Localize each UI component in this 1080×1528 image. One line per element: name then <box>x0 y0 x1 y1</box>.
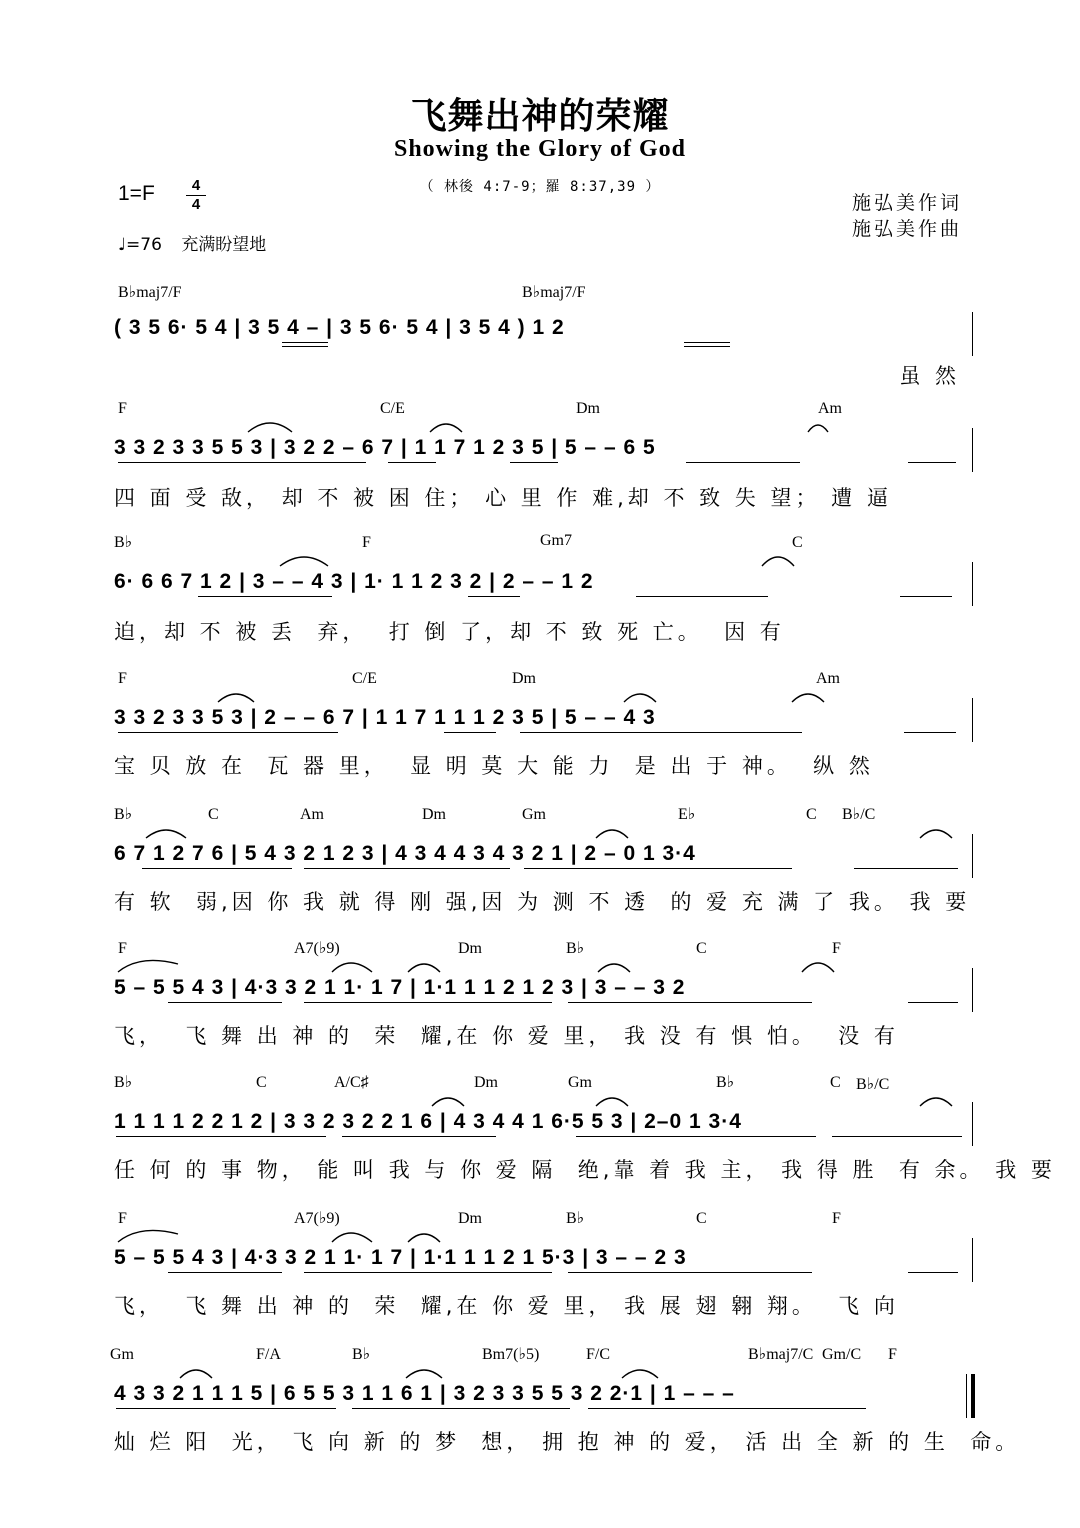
rhythm-underline <box>352 1408 570 1409</box>
rhythm-underline <box>304 868 510 869</box>
rhythm-underline <box>588 1408 866 1409</box>
lyrics-line: 飞， 飞 舞 出 神 的 荣 耀,在 你 爱 里， 我 没 有 惧 怕。 没 有 <box>114 1024 899 1048</box>
slur <box>332 963 372 972</box>
slur <box>280 557 328 566</box>
chord-symbol: Dm <box>474 1074 498 1091</box>
rhythm-underline <box>118 732 338 733</box>
chord-symbol: F <box>888 1346 897 1363</box>
lyrics-line: 四 面 受 敌， 却 不 被 困 住； 心 里 作 难,却 不 致 失 望； 遭 逼 <box>114 486 892 510</box>
chord-symbol: F/A <box>256 1346 281 1363</box>
lyrics-line: 迫，却 不 被 丢 弃， 打 倒 了，却 不 致 死 亡。 因 有 <box>114 620 785 644</box>
chord-symbol: F/C <box>586 1346 611 1363</box>
rhythm-underline <box>900 596 952 597</box>
song-title: 飞舞出神的荣耀 <box>410 96 670 137</box>
notation-line: 3 3 2 3 3 5 3 | 2 – – 6 7 | 1 1 7 1 1 1 2 3 5 | 5 – – 4 3 <box>114 706 656 729</box>
chord-symbol: C <box>256 1074 267 1091</box>
rhythm-underline <box>168 1272 282 1273</box>
slur <box>624 694 656 702</box>
system-end-barline <box>972 698 973 742</box>
chord-symbol: C <box>792 534 803 551</box>
chord-symbol: B♭/C <box>856 1076 890 1093</box>
slur <box>432 1098 464 1106</box>
chord-symbol: B♭ <box>566 1210 585 1227</box>
rhythm-underline <box>168 1002 282 1003</box>
rhythm-underline <box>908 462 956 463</box>
key-signature: 1=F <box>118 182 155 205</box>
chord-symbol: C <box>806 806 817 823</box>
rhythm-underline <box>304 1002 552 1003</box>
chord-symbol: C/E <box>352 670 377 687</box>
chord-symbol: C <box>696 1210 707 1227</box>
rhythm-underline <box>282 342 328 343</box>
chord-symbol: Gm <box>110 1346 134 1363</box>
rhythm-underline <box>444 732 496 733</box>
notation-line: 6· 6 6 7 1 2 | 3 – – 4 3 | 1· 1 1 2 3 2 | 2 – – 1 2 <box>114 570 594 593</box>
lyrics-line: 宝 贝 放 在 瓦 器 里， 显 明 莫 大 能 力 是 出 于 神。 纵 然 <box>114 754 874 778</box>
chord-symbol: B♭ <box>114 534 133 551</box>
slur <box>598 964 630 972</box>
notation-line: 5 – 5 5 4 3 | 4·3 3 2 1 1· 1 7 | 1·1 1 1 2 1 2 3 | 3 – – 3 2 <box>114 976 686 999</box>
chord-symbol: C <box>696 940 707 957</box>
lyrics-line: 有 软 弱,因 你 我 就 得 刚 强,因 为 测 不 透 的 爱 充 满 了 我。 我 要 <box>114 890 971 914</box>
chord-symbol: F <box>832 1210 841 1227</box>
chord-symbol: Dm <box>512 670 536 687</box>
rhythm-underline <box>468 596 520 597</box>
rhythm-underline <box>684 346 730 347</box>
chord-symbol: F <box>118 1210 127 1227</box>
slur <box>762 557 794 566</box>
rhythm-underline <box>282 346 328 347</box>
chord-symbol: Gm <box>522 806 546 823</box>
chord-symbol: B♭ <box>114 806 133 823</box>
chord-symbol: C <box>208 806 219 823</box>
chord-symbol: F <box>118 670 127 687</box>
slur <box>808 425 828 432</box>
chord-symbol: Gm7 <box>540 532 572 549</box>
rhythm-underline <box>520 732 802 733</box>
time-denominator: 4 <box>191 196 201 213</box>
final-barline-thick <box>971 1374 975 1418</box>
rhythm-underline <box>524 868 792 869</box>
chord-symbol: Dm <box>422 806 446 823</box>
rhythm-underline <box>854 868 958 869</box>
chord-symbol: B♭ <box>566 940 585 957</box>
slur <box>146 830 186 838</box>
chord-symbol: C <box>830 1074 841 1091</box>
chord-symbol: A/C♯ <box>334 1074 369 1091</box>
rhythm-underline <box>304 1272 552 1273</box>
scripture-reference: （ 林後 4:7-9；羅 8:37,39 ） <box>419 179 661 195</box>
notation-line: 1 1 1 1 2 2 1 2 | 3 3 2 3 2 2 1 6 | 4 3 4 4 1 6·5 5 3 | 2–0 1 3·4 <box>114 1110 742 1133</box>
system-end-barline <box>972 312 973 356</box>
rhythm-underline <box>116 1408 336 1409</box>
time-signature <box>186 178 206 213</box>
lyrics-line: 飞， 飞 舞 出 神 的 荣 耀,在 你 爱 里， 我 展 翅 翱 翔。 飞 向 <box>114 1294 899 1318</box>
slur <box>920 830 952 838</box>
slur <box>622 1370 658 1378</box>
lyricist-credit: 施弘美作词 <box>852 192 963 214</box>
rhythm-underline <box>832 1136 962 1137</box>
rhythm-underline <box>568 1272 812 1273</box>
chord-symbol: A7(♭9) <box>294 1210 340 1227</box>
chord-symbol: Dm <box>458 940 482 957</box>
chord-symbol: C/E <box>380 400 405 417</box>
rhythm-underline <box>636 596 768 597</box>
notation-line: 6 7 1 2 7 6 | 5 4 3 2 1 2 3 | 4 3 4 4 3 4 3 2 1 | 2 – 0 1 3·4 <box>114 842 696 865</box>
slur <box>218 694 254 702</box>
slur <box>332 1233 372 1242</box>
expression-marking: 充满盼望地 <box>181 235 267 255</box>
slur <box>406 1370 442 1378</box>
chord-symbol: A7(♭9) <box>294 940 340 957</box>
slur <box>596 830 628 838</box>
composer-credit: 施弘美作曲 <box>852 218 963 240</box>
chord-symbol: B♭maj7/F <box>522 284 586 301</box>
rhythm-underline <box>118 462 366 463</box>
slur <box>118 960 178 972</box>
system-end-barline <box>972 968 973 1012</box>
slur <box>802 963 834 972</box>
slur <box>408 1234 440 1242</box>
chord-symbol: B♭maj7/C <box>748 1346 814 1363</box>
slur <box>248 423 292 432</box>
rhythm-underline <box>686 462 800 463</box>
chord-symbol: F <box>118 940 127 957</box>
system-end-barline <box>972 1102 973 1146</box>
rhythm-underline <box>908 1272 958 1273</box>
final-barline-thin <box>966 1374 967 1418</box>
slur <box>920 1098 952 1106</box>
rhythm-underline <box>198 596 332 597</box>
rhythm-underline <box>904 732 956 733</box>
rhythm-underline <box>342 1136 496 1137</box>
rhythm-underline <box>142 868 292 869</box>
lyrics-line: 灿 烂 阳 光， 飞 向 新 的 梦 想， 拥 抱 神 的 爱， 活 出 全 新 的 生 命。 <box>114 1430 1021 1454</box>
rhythm-underline <box>908 1002 958 1003</box>
chord-symbol: Dm <box>576 400 600 417</box>
chord-symbol: B♭maj7/F <box>118 284 182 301</box>
chord-symbol: B♭ <box>352 1346 371 1363</box>
chord-symbol: F <box>832 940 841 957</box>
chord-symbol: B♭/C <box>842 806 876 823</box>
lyrics-line: 虽 然 <box>899 364 960 388</box>
system-end-barline <box>972 428 973 472</box>
rhythm-underline <box>576 1136 816 1137</box>
slur <box>180 1370 212 1378</box>
slur <box>430 424 462 432</box>
system-end-barline <box>972 562 973 606</box>
slur <box>596 1098 628 1106</box>
chord-symbol: B♭ <box>114 1074 133 1091</box>
chord-symbol: Dm <box>458 1210 482 1227</box>
system-end-barline <box>972 1238 973 1282</box>
chord-symbol: E♭ <box>678 806 696 823</box>
slur <box>118 1230 178 1242</box>
tempo-value: ♩=76 <box>118 235 162 255</box>
chord-symbol: F <box>118 400 127 417</box>
tempo-marking <box>118 230 266 255</box>
rhythm-underline <box>684 342 730 343</box>
chord-symbol: B♭ <box>716 1074 735 1091</box>
lyrics-line: 任 何 的 事 物， 能 叫 我 与 你 爱 隔 绝,靠 着 我 主， 我 得 胜 有 余。 我 要 <box>114 1158 1056 1182</box>
notation-line: 4 3 3 2 1 1 1 5 | 6 5 5 3 1 1 6 1 | 3 2 3 3 5 5 3 2 2·1 | 1 – – – <box>114 1382 735 1405</box>
rhythm-underline <box>568 1002 812 1003</box>
chord-symbol: Bm7(♭5) <box>482 1346 540 1363</box>
chord-symbol: Gm/C <box>822 1346 862 1363</box>
chord-symbol: F <box>362 534 371 551</box>
rhythm-underline <box>388 462 436 463</box>
song-subtitle: Showing the Glory of God <box>393 136 687 162</box>
chord-symbol: Am <box>816 670 840 687</box>
notation-line: 3 3 2 3 3 5 5 3 | 3 2 2 – 6 7 | 1 1 7 1 2 3 5 | 5 – – 6 5 <box>114 436 656 459</box>
notation-line: ( 3 5 6· 5 4 | 3 5 4 – | 3 5 6· 5 4 | 3 5 4 ) 1 2 <box>114 316 565 339</box>
chord-symbol: Am <box>300 806 324 823</box>
chord-symbol: Gm <box>568 1074 592 1091</box>
time-numerator: 4 <box>191 177 201 194</box>
slur <box>792 694 824 702</box>
rhythm-underline <box>116 1136 326 1137</box>
notation-line: 5 – 5 5 4 3 | 4·3 3 2 1 1· 1 7 | 1·1 1 1 2 1 5·3 | 3 – – 2 3 <box>114 1246 687 1269</box>
slur <box>408 964 440 972</box>
rhythm-underline <box>510 462 558 463</box>
system-end-barline <box>972 834 973 878</box>
chord-symbol: Am <box>818 400 842 417</box>
